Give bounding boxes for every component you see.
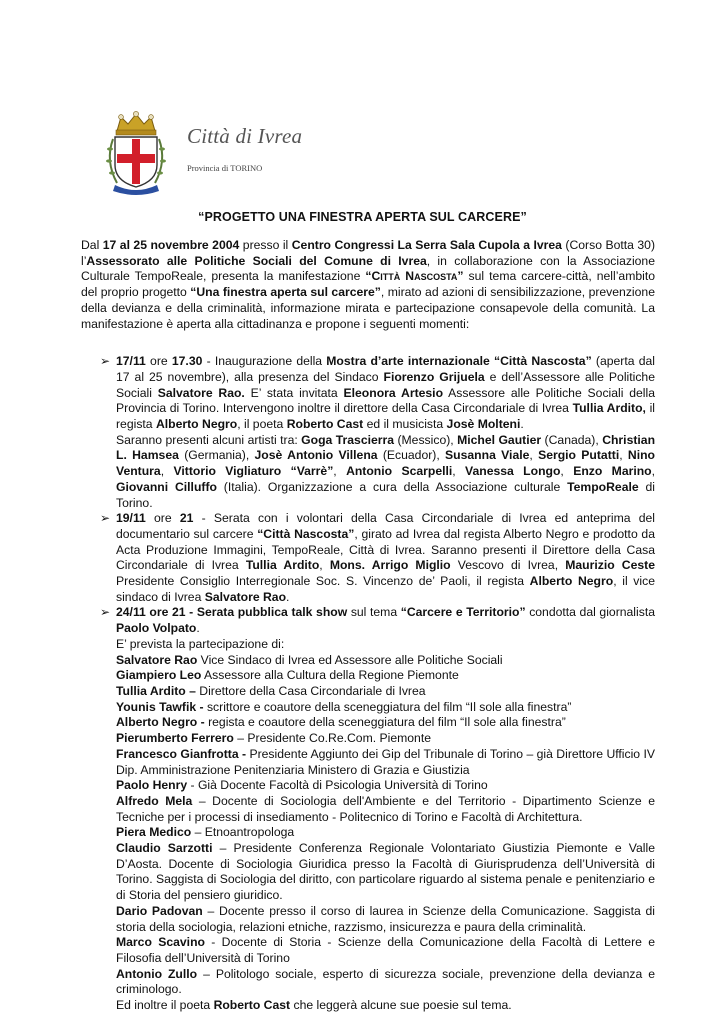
speaker-role: - Docente di Storia - Scienze della Comunicazione della Facoltà di Lettere e Filosofia dell’Università di Torino [116,935,656,965]
closing-line: Ed inoltre il poeta Roberto Cast che leggerà alcune sue poesie sul tema. [116,998,512,1013]
list-item-event-2411: ➢ 24/11 ore 21 - Serata pubblica talk show sul tema “Carcere e Territorio” condotta dal giornalista Paolo Volpato. E’ prevista la partecipazione di: Salvatore Rao Vice Sindaco di Ivrea ed Assessore alle Politiche Sociali Giampiero Leo Assessore alla Cultura della Regione Piemonte Tullia Ardito – Direttore della Casa Circondariale di Ivrea Younis Tawfik - scrittore e coautore della sceneggiatura del film “Il sole alla finestra” Alberto Negro - regista e coautore della sceneggiatura del film “Il sole alla finestra” Pierumberto Ferrero – Presidente Co.Re.Com. Piemonte Francesco Gianfrotta - Presidente Aggiunto dei Gip del Tribunale di Torino – già Direttore Ufficio IV Dip. Amministrazione Penitenziaria Ministero di Grazia e Giustizia Paolo Henry - Già Docente Facoltà di Psicologia Università di Torino Alfredo Mela – Docente di Sociologia dell'Ambiente e del Territorio - Dipartimento Scienze e Tecniche per i processi di insediamento - Politecnico di Torino e Facoltà di Architettura. Piera Medico – Etnoantropologa Claudio Sarzotti – Presidente Conferenza Regionale Volontariato Giustizia Piemonte e Valle D’Aosta. Docente di Sociologia Giuridica presso la Facoltà di Giurisprudenza dell’Università di Torino. Saggista di Sociologia del diritto, con particolare riguardo al sistema penale e penitenziario e di Storia del pensiero giuridico. Dario Padovan – Docente presso il corso di laurea in Scienze della Comunicazione. Saggista di storia della sociologia, relazioni etniche, razzismo, insicurezza e paura della criminalità. Marco Scavino - Docente di Storia - Scienze della Comunicazione della Facoltà di Lettere e Filosofia dell’Università di Torino Antonio Zullo – Politologo sociale, esperto di sicurezza sociale, prevenzione della devianza e criminologo. Ed inoltre il poeta Roberto Cast che leggerà alcune sue poesie sul tema. [100,605,656,1013]
speaker-entry [116,731,655,747]
participation-intro: E’ prevista la partecipazione di: [116,636,285,651]
speaker-name: Dario Padovan [116,903,203,918]
arrow-bullet-icon: ➢ [100,354,111,369]
speaker-role: – Politologo sociale, esperto di sicurezza sociale, prevenzione della devianza e criminologo. [116,966,655,997]
speaker-role: – Docente di Sociologia dell'Ambiente e del Territorio - Dipartimento Scienze e Tecniche per i processi di insediamento - Politecnico di Torino e Facoltà di Architettura. [116,793,655,824]
document-body [81,238,655,1014]
speaker-name: Marco Scavino [116,935,205,950]
speaker-name: Alberto Negro - [116,715,205,730]
speaker-name: Salvatore Rao [116,652,198,667]
speaker-role: Presidente Aggiunto dei Gip del Tribunale di Torino – già Direttore Ufficio IV Dip. Amministrazione Penitenziaria Ministero di Grazia e Giustizia [116,746,655,777]
speaker-entry [116,841,655,904]
speaker-role: Assessore alla Cultura della Regione Piemonte [201,668,459,683]
speaker-role: – Docente presso il corso di laurea in Scienze della Comunicazione. Saggista di storia della sociologia, relazioni etniche, razzismo, insicurezza e paura della criminalità. [116,903,655,934]
speaker-role: regista e coautore della sceneggiatura del film “Il sole alla finestra” [204,715,566,730]
intro-paragraph: Dal 17 al 25 novembre 2004 presso il Centro Congressi La Serra Sala Cupola a Ivrea (Corso Botta 30) l’Assessorato alle Politiche Sociali del Comune di Ivrea, in collaborazione con la Associazione Culturale TempoReale, presenta la manifestazione “Città Nascosta” sul tema carcere-città, nell’ambito del proprio progetto “Una finestra aperta sul carcere”, mirato ad azioni di sensibilizzazione, prevenzione della devianza e della criminalità, informazione mirata e partecipazione consapevole della comunità. La manifestazione è aperta alla cittadinanza e propone i seguenti momenti: [81,238,655,331]
speaker-entry [116,653,655,669]
event-list [81,354,655,1014]
speaker-entry [116,700,655,716]
list-item-event-1711: ➢ 17/11 ore 17.30 - Inaugurazione della Mostra d’arte internazionale “Città Nascosta” (aperta dal 17 al 25 novembre), alla presenza del Sindaco Fiorenzo Grijuela e dell’Assessore alle Politiche Sociali Salvatore Rao. E’ stata invitata Eleonora Artesio Assessore alle Politiche Sociali della Provincia di Torino. Intervengono inoltre il direttore della Casa Circondariale di Ivrea Tullia Ardito, il regista Alberto Negro, il poeta Roberto Cast ed il musicista Josè Molteni. Saranno presenti alcuni artisti tra: Goga Trascierra (Messico), Michel Gautier (Canada), Christian L. Hamsea (Germania), Josè Antonio Villena (Ecuador), Susanna Viale, Sergio Putatti, Nino Ventura, Vittorio Vigliaturo “Varrè”, Antonio Scarpelli, Vanessa Longo, Enzo Marino, Giovanni Cilluffo (Italia). Organizzazione a cura della Associazione culturale TempoReale di Torino. [100,354,656,510]
speaker-entry [116,715,655,731]
speaker-role: – Presidente Conferenza Regionale Volontariato Giustizia Piemonte e Valle D’Aosta. Docente di Sociologia Giuridica presso la Facoltà di Giurisprudenza dell’Università di Torino. Saggista di Sociologia del diritto, con particolare riguardo al sistema penale e penitenziario e di Storia del pensiero giuridico. [116,841,656,903]
speaker-name: Pierumberto Ferrero [116,731,234,746]
speaker-list [116,653,655,998]
speaker-entry [116,684,655,700]
list-item-event-1911: ➢ 19/11 ore 21 - Serata con i volontari della Casa Circondariale di Ivrea ed anteprima del documentario sul carcere “Città Nascosta”, girato ad Ivrea dal regista Alberto Negro e prodotto da Acta Produzione Immagini, TempoReale, Città di Ivrea. Saranno presenti il Direttore della Casa Circondariale di Ivrea Tullia Ardito, Mons. Arrigo Miglio Vescovo di Ivrea, Maurizio Ceste Presidente Consiglio Interregionale Soc. S. Vincenzo de’ Paoli, il regista Alberto Negro, il vice sindaco di Ivrea Salvatore Rao. [100,511,655,604]
speaker-name: Claudio Sarzotti [116,841,213,856]
province-label: Provincia di TORINO [187,163,263,173]
speaker-entry [116,747,655,778]
arrow-bullet-icon: ➢ [100,605,111,620]
speaker-role: scrittore e coautore della sceneggiatura del film “Il sole alla finestra” [203,699,572,714]
document-title: “PROGETTO UNA FINESTRA APERTA SUL CARCERE” [198,210,527,224]
speaker-name: Alfredo Mela [116,793,193,808]
city-name: Città di Ivrea [187,124,303,148]
speaker-name: Paolo Henry [116,778,188,793]
speaker-name: Younis Tawfik - [116,699,204,714]
speaker-name: Giampiero Leo [116,668,202,683]
city-brand [187,124,302,173]
speaker-role: – Etnoantropologa [191,825,295,840]
speaker-entry [116,825,655,841]
city-crest-icon [103,109,169,195]
speaker-name: Francesco Gianfrotta - [116,746,247,761]
speaker-entry [116,967,655,998]
speaker-role: – Presidente Co.Re.Com. Piemonte [233,731,431,746]
speaker-entry [116,668,655,684]
speaker-name: Antonio Zullo [116,966,198,981]
speaker-role: Direttore della Casa Circondariale di Ivrea [195,683,426,698]
speaker-entry [116,778,655,794]
speaker-name: Tullia Ardito – [116,683,196,698]
speaker-entry [116,794,655,825]
arrow-bullet-icon: ➢ [100,511,111,526]
speaker-entry [116,935,655,966]
speaker-role: Vice Sindaco di Ivrea ed Assessore alle Politiche Sociali [197,652,503,667]
speaker-name: Piera Medico [116,825,192,840]
speaker-entry [116,904,655,935]
speaker-role: - Già Docente Facoltà di Psicologia Università di Torino [187,778,488,793]
